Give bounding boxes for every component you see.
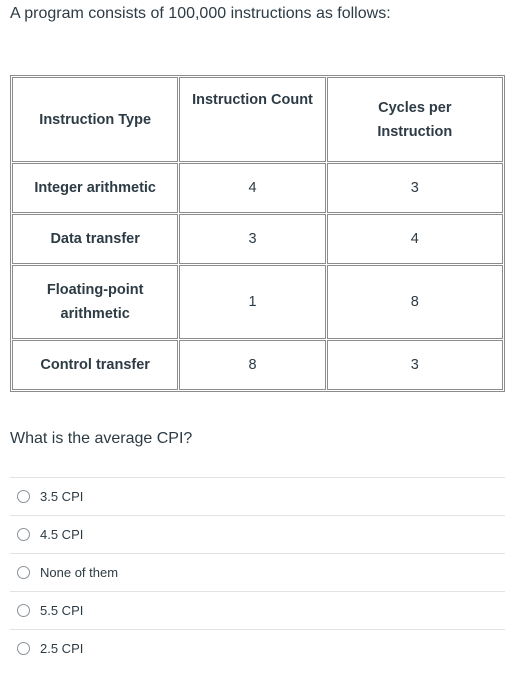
answer-label: None of them [40, 565, 119, 580]
row-instruction-type [12, 265, 178, 339]
row-instruction-type: Control transfer [12, 340, 178, 390]
row-instruction-type: Data transfer [12, 214, 178, 264]
answer-option[interactable] [10, 477, 505, 515]
row-instruction-count: 4 [179, 163, 325, 213]
radio-button[interactable] [17, 642, 30, 655]
row-type-line1: Floating-point [46, 282, 144, 298]
row-cpi: 4 [327, 214, 503, 264]
radio-button[interactable] [17, 604, 30, 617]
answer-option[interactable] [10, 515, 505, 553]
answer-label: 4.5 CPI [40, 527, 84, 542]
radio-button[interactable] [17, 490, 30, 503]
answer-list [10, 477, 505, 667]
row-type-line2: arithmetic [60, 306, 130, 322]
instruction-table [10, 75, 505, 392]
table-row [12, 163, 503, 213]
row-cpi: 3 [327, 163, 503, 213]
answer-option[interactable] [10, 591, 505, 629]
question-text: What is the average CPI? [10, 430, 193, 447]
header-instruction-count: Instruction Count [179, 77, 325, 162]
header-cpi-line2: Instruction [377, 123, 453, 140]
table-row [12, 214, 503, 264]
table-header-row [12, 77, 503, 162]
table-row [12, 265, 503, 339]
answer-label: 2.5 CPI [40, 641, 84, 656]
table-row [12, 340, 503, 390]
answer-label: 5.5 CPI [40, 603, 84, 618]
row-instruction-count: 8 [179, 340, 325, 390]
header-cpi-line1: Cycles per [378, 99, 452, 116]
answer-option[interactable] [10, 553, 505, 591]
radio-button[interactable] [17, 566, 30, 579]
row-instruction-type: Integer arithmetic [12, 163, 178, 213]
header-cycles-per-instruction [327, 77, 503, 162]
radio-button[interactable] [17, 528, 30, 541]
header-instruction-type: Instruction Type [12, 77, 178, 162]
row-cpi: 3 [327, 340, 503, 390]
row-instruction-count: 1 [179, 265, 325, 339]
question-intro: A program consists of 100,000 instructions as follows: [10, 5, 391, 22]
row-cpi: 8 [327, 265, 503, 339]
answer-option[interactable] [10, 629, 505, 667]
answer-label: 3.5 CPI [40, 489, 84, 504]
row-instruction-count: 3 [179, 214, 325, 264]
